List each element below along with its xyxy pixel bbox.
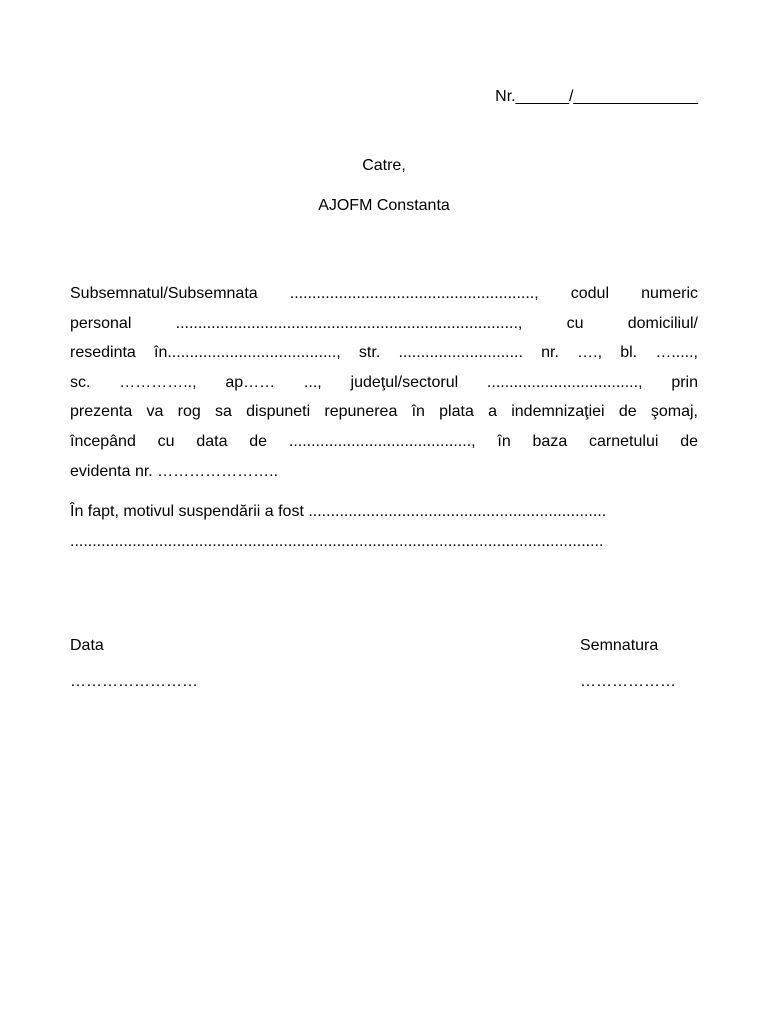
- signature-label: Semnatura: [580, 637, 659, 654]
- reason-line: ........................................................................................................................: [70, 532, 604, 550]
- addressee-institution: AJOFM Constanta: [318, 197, 450, 214]
- signature-field: ………………: [580, 673, 676, 690]
- paragraph-line: începând cu data de ........................................., în baza carnetului de: [70, 432, 698, 450]
- addressee-catre: Catre,: [362, 157, 406, 174]
- paragraph-line: Subsemnatul/Subsemnata ......................................................., codul numeric: [70, 285, 698, 302]
- paragraph-line: prezenta va rog sa dispuneti repunerea în plata a indemnizaţiei de şomaj,: [70, 403, 698, 421]
- date-field: ……………………: [70, 673, 198, 690]
- request-paragraph: [70, 279, 698, 486]
- reason-line: În fapt, motivul suspendării a fost ...................................................................: [70, 503, 607, 520]
- reason-paragraph: [70, 497, 698, 556]
- paragraph-line: evidenta nr. …………………..: [70, 462, 279, 480]
- paragraph-line: sc. ………….., ap…… ..., judeţul/sectorul .................................., prin: [70, 373, 698, 391]
- paragraph-line: personal ............................................................................., cu domiciliul/: [70, 314, 698, 332]
- registration-number-line: Nr.______/______________: [495, 88, 698, 105]
- date-label: Data: [70, 637, 104, 654]
- paragraph-line: resedinta în......................................, str. ............................ nr. …., bl. ….....,: [70, 344, 698, 362]
